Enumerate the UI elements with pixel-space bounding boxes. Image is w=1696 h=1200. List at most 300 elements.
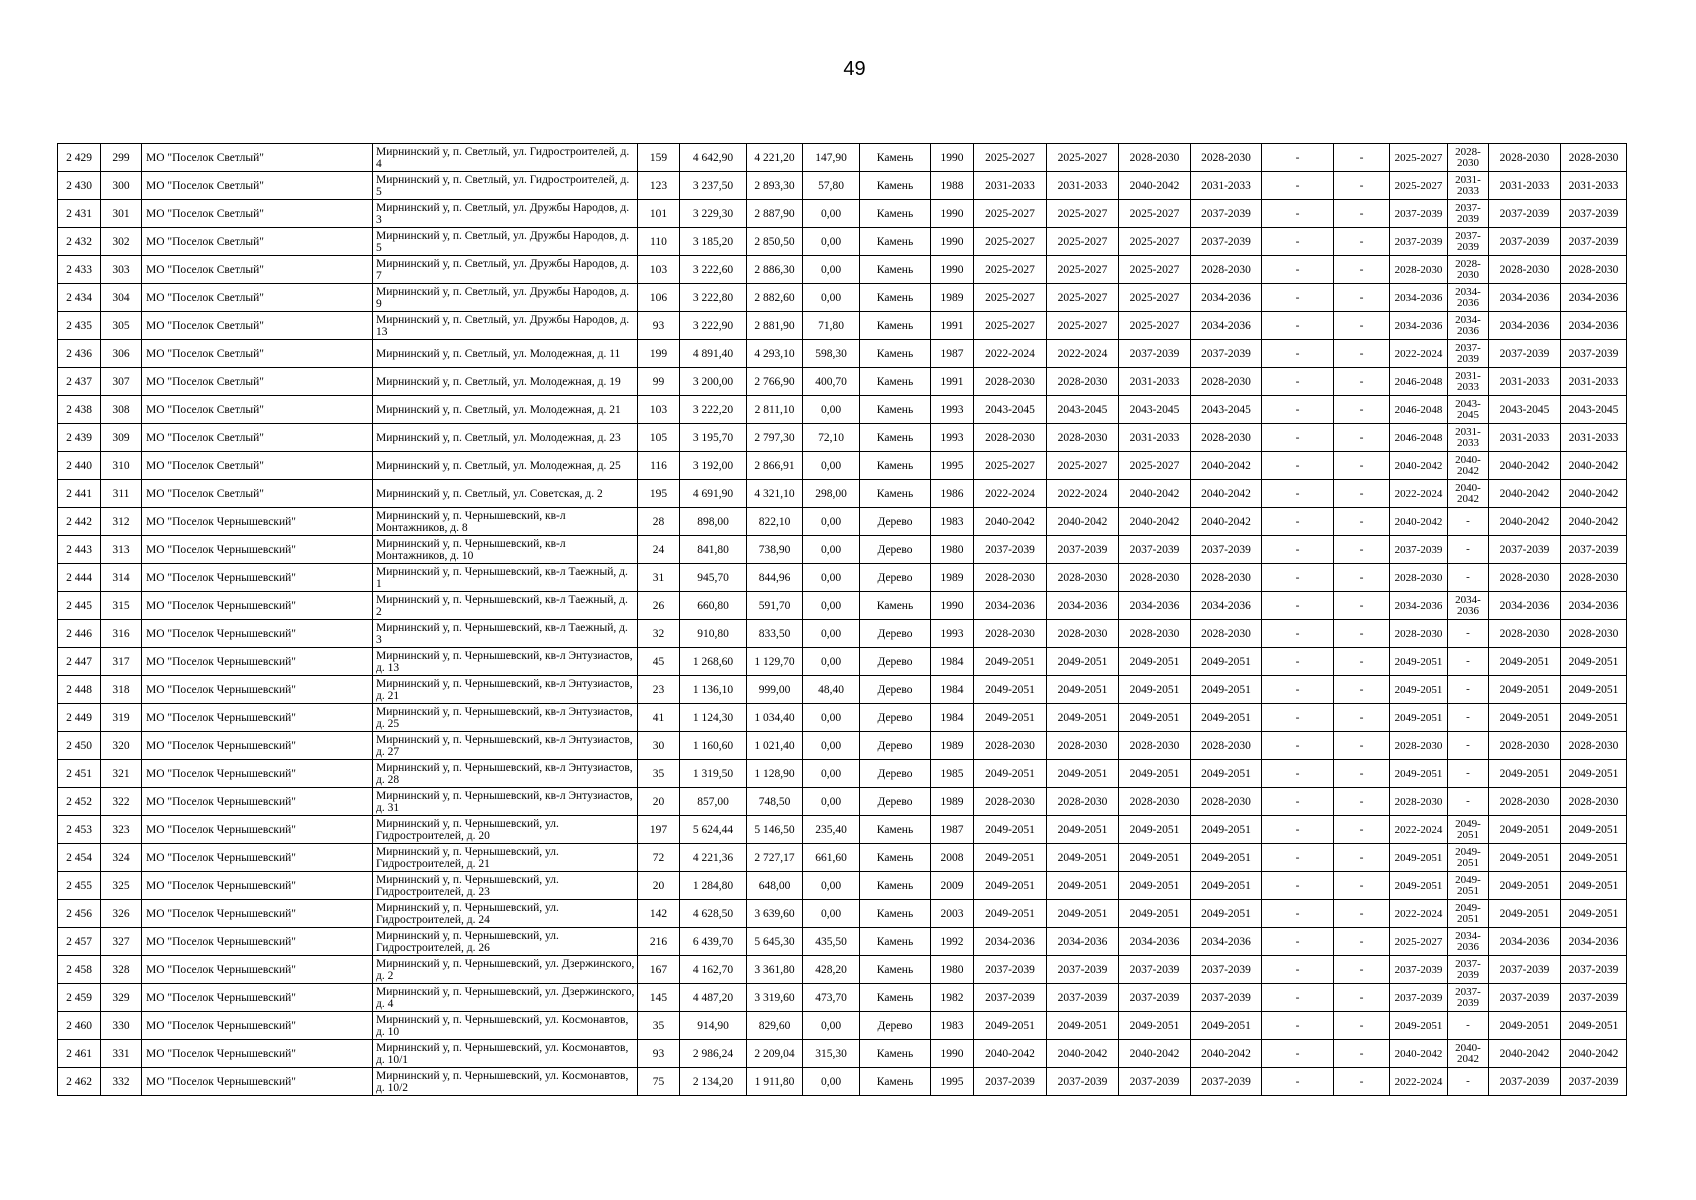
cell-period-4: 2049-2051	[1191, 816, 1262, 844]
cell-period-5: -	[1262, 508, 1334, 536]
cell-wall-material: Дерево	[860, 508, 931, 536]
cell-period-7: 2049-2051	[1390, 760, 1448, 788]
cell-house-number: 327	[101, 928, 142, 956]
cell-period-10: 2049-2051	[1561, 760, 1627, 788]
cell-wall-material: Дерево	[860, 676, 931, 704]
cell-period-6: -	[1334, 844, 1390, 872]
cell-period-1: 2025-2027	[974, 144, 1047, 172]
cell-row-number: 2 447	[58, 648, 101, 676]
table-row	[58, 536, 1627, 564]
cell-period-8: 2049-2051	[1448, 900, 1489, 928]
cell-period-8: 2031-2033	[1448, 424, 1489, 452]
cell-period-10: 2037-2039	[1561, 340, 1627, 368]
cell-period-10: 2034-2036	[1561, 312, 1627, 340]
cell-period-8: 2037-2039	[1448, 200, 1489, 228]
cell-period-9: 2028-2030	[1489, 256, 1561, 284]
cell-build-year: 1987	[931, 816, 974, 844]
cell-period-7: 2025-2027	[1390, 144, 1448, 172]
cell-period-5: -	[1262, 676, 1334, 704]
cell-period-7: 2022-2024	[1390, 340, 1448, 368]
cell-build-year: 1982	[931, 984, 974, 1012]
cell-period-10: 2037-2039	[1561, 536, 1627, 564]
cell-period-5: -	[1262, 984, 1334, 1012]
cell-residents: 35	[638, 1012, 680, 1040]
cell-period-6: -	[1334, 424, 1390, 452]
cell-residents: 101	[638, 200, 680, 228]
cell-period-4: 2049-2051	[1191, 844, 1262, 872]
cell-living-area: 2 811,10	[747, 396, 803, 424]
cell-living-area: 2 881,90	[747, 312, 803, 340]
cell-row-number: 2 450	[58, 732, 101, 760]
cell-municipality: МО "Поселок Чернышевский"	[142, 872, 373, 900]
cell-nonresidential-area: 0,00	[803, 732, 860, 760]
cell-period-2: 2040-2042	[1047, 508, 1119, 536]
cell-row-number: 2 449	[58, 704, 101, 732]
cell-nonresidential-area: 435,50	[803, 928, 860, 956]
cell-nonresidential-area: 71,80	[803, 312, 860, 340]
cell-living-area: 748,50	[747, 788, 803, 816]
cell-address: Мирнинский у, п. Чернышевский, ул. Гидростроителей, д. 23	[373, 872, 638, 900]
cell-period-1: 2037-2039	[974, 536, 1047, 564]
cell-period-8: 2037-2039	[1448, 228, 1489, 256]
cell-build-year: 2009	[931, 872, 974, 900]
cell-nonresidential-area: 0,00	[803, 648, 860, 676]
cell-period-6: -	[1334, 508, 1390, 536]
cell-period-1: 2028-2030	[974, 732, 1047, 760]
cell-period-6: -	[1334, 396, 1390, 424]
cell-house-number: 332	[101, 1068, 142, 1096]
cell-period-2: 2022-2024	[1047, 340, 1119, 368]
cell-period-1: 2040-2042	[974, 1040, 1047, 1068]
cell-municipality: МО "Поселок Светлый"	[142, 200, 373, 228]
cell-build-year: 1992	[931, 928, 974, 956]
cell-period-2: 2049-2051	[1047, 844, 1119, 872]
cell-living-area: 822,10	[747, 508, 803, 536]
cell-living-area: 2 766,90	[747, 368, 803, 396]
cell-build-year: 1987	[931, 340, 974, 368]
cell-house-number: 306	[101, 340, 142, 368]
cell-period-2: 2028-2030	[1047, 368, 1119, 396]
cell-period-6: -	[1334, 256, 1390, 284]
cell-total-area: 3 222,80	[680, 284, 747, 312]
cell-period-4: 2049-2051	[1191, 1012, 1262, 1040]
cell-period-7: 2034-2036	[1390, 312, 1448, 340]
cell-municipality: МО "Поселок Светлый"	[142, 424, 373, 452]
cell-total-area: 1 268,60	[680, 648, 747, 676]
cell-period-10: 2031-2033	[1561, 172, 1627, 200]
cell-period-5: -	[1262, 256, 1334, 284]
cell-period-3: 2043-2045	[1119, 396, 1191, 424]
cell-period-1: 2049-2051	[974, 872, 1047, 900]
cell-period-6: -	[1334, 872, 1390, 900]
cell-house-number: 324	[101, 844, 142, 872]
cell-period-8: 2043-2045	[1448, 396, 1489, 424]
cell-living-area: 2 727,17	[747, 844, 803, 872]
cell-build-year: 1993	[931, 396, 974, 424]
cell-residents: 20	[638, 788, 680, 816]
table-row	[58, 984, 1627, 1012]
cell-period-5: -	[1262, 144, 1334, 172]
cell-municipality: МО "Поселок Чернышевский"	[142, 592, 373, 620]
cell-residents: 145	[638, 984, 680, 1012]
cell-residents: 197	[638, 816, 680, 844]
cell-period-2: 2049-2051	[1047, 648, 1119, 676]
cell-period-3: 2040-2042	[1119, 508, 1191, 536]
cell-address: Мирнинский у, п. Светлый, ул. Гидростроителей, д. 5	[373, 172, 638, 200]
cell-period-3: 2028-2030	[1119, 788, 1191, 816]
cell-period-4: 2040-2042	[1191, 508, 1262, 536]
cell-period-1: 2028-2030	[974, 620, 1047, 648]
cell-nonresidential-area: 147,90	[803, 144, 860, 172]
cell-living-area: 591,70	[747, 592, 803, 620]
cell-period-1: 2025-2027	[974, 256, 1047, 284]
cell-period-7: 2046-2048	[1390, 396, 1448, 424]
cell-period-3: 2037-2039	[1119, 984, 1191, 1012]
cell-living-area: 844,96	[747, 564, 803, 592]
cell-build-year: 1984	[931, 676, 974, 704]
cell-period-2: 2043-2045	[1047, 396, 1119, 424]
cell-living-area: 1 034,40	[747, 704, 803, 732]
cell-period-4: 2028-2030	[1191, 144, 1262, 172]
cell-living-area: 648,00	[747, 872, 803, 900]
cell-nonresidential-area: 72,10	[803, 424, 860, 452]
cell-living-area: 1 021,40	[747, 732, 803, 760]
cell-address: Мирнинский у, п. Чернышевский, кв-л Энтузиастов, д. 28	[373, 760, 638, 788]
cell-address: Мирнинский у, п. Чернышевский, кв-л Энтузиастов, д. 13	[373, 648, 638, 676]
cell-row-number: 2 455	[58, 872, 101, 900]
cell-period-1: 2022-2024	[974, 480, 1047, 508]
cell-build-year: 1983	[931, 1012, 974, 1040]
cell-period-5: -	[1262, 816, 1334, 844]
cell-house-number: 300	[101, 172, 142, 200]
cell-period-4: 2034-2036	[1191, 928, 1262, 956]
cell-period-5: -	[1262, 172, 1334, 200]
cell-period-3: 2049-2051	[1119, 844, 1191, 872]
cell-nonresidential-area: 473,70	[803, 984, 860, 1012]
cell-period-9: 2037-2039	[1489, 984, 1561, 1012]
cell-period-7: 2025-2027	[1390, 928, 1448, 956]
table-row	[58, 452, 1627, 480]
cell-wall-material: Камень	[860, 228, 931, 256]
cell-house-number: 310	[101, 452, 142, 480]
cell-period-10: 2028-2030	[1561, 732, 1627, 760]
cell-wall-material: Камень	[860, 816, 931, 844]
cell-wall-material: Камень	[860, 424, 931, 452]
cell-address: Мирнинский у, п. Чернышевский, кв-л Энтузиастов, д. 21	[373, 676, 638, 704]
cell-period-9: 2049-2051	[1489, 760, 1561, 788]
cell-period-1: 2025-2027	[974, 200, 1047, 228]
cell-period-5: -	[1262, 872, 1334, 900]
cell-period-10: 2049-2051	[1561, 704, 1627, 732]
cell-period-4: 2037-2039	[1191, 956, 1262, 984]
cell-total-area: 910,80	[680, 620, 747, 648]
cell-period-6: -	[1334, 228, 1390, 256]
cell-period-9: 2037-2039	[1489, 228, 1561, 256]
cell-period-9: 2028-2030	[1489, 564, 1561, 592]
cell-build-year: 1988	[931, 172, 974, 200]
cell-house-number: 322	[101, 788, 142, 816]
cell-period-8: 2028-2030	[1448, 144, 1489, 172]
cell-period-10: 2037-2039	[1561, 956, 1627, 984]
cell-address: Мирнинский у, п. Чернышевский, кв-л Таежный, д. 1	[373, 564, 638, 592]
cell-period-1: 2037-2039	[974, 984, 1047, 1012]
cell-house-number: 309	[101, 424, 142, 452]
cell-residents: 159	[638, 144, 680, 172]
cell-residents: 41	[638, 704, 680, 732]
cell-row-number: 2 441	[58, 480, 101, 508]
cell-row-number: 2 430	[58, 172, 101, 200]
cell-period-4: 2049-2051	[1191, 704, 1262, 732]
cell-row-number: 2 440	[58, 452, 101, 480]
cell-row-number: 2 451	[58, 760, 101, 788]
cell-period-4: 2034-2036	[1191, 284, 1262, 312]
cell-total-area: 1 124,30	[680, 704, 747, 732]
cell-address: Мирнинский у, п. Чернышевский, кв-л Монтажников, д. 10	[373, 536, 638, 564]
cell-wall-material: Камень	[860, 900, 931, 928]
cell-house-number: 307	[101, 368, 142, 396]
cell-nonresidential-area: 0,00	[803, 256, 860, 284]
cell-total-area: 4 691,90	[680, 480, 747, 508]
cell-nonresidential-area: 0,00	[803, 536, 860, 564]
cell-total-area: 3 192,00	[680, 452, 747, 480]
cell-nonresidential-area: 48,40	[803, 676, 860, 704]
cell-period-6: -	[1334, 1068, 1390, 1096]
cell-period-2: 2025-2027	[1047, 144, 1119, 172]
cell-living-area: 2 893,30	[747, 172, 803, 200]
cell-period-5: -	[1262, 536, 1334, 564]
cell-wall-material: Камень	[860, 928, 931, 956]
cell-address: Мирнинский у, п. Светлый, ул. Гидростроителей, д. 4	[373, 144, 638, 172]
cell-wall-material: Камень	[860, 284, 931, 312]
cell-period-10: 2034-2036	[1561, 928, 1627, 956]
cell-address: Мирнинский у, п. Светлый, ул. Молодежная, д. 21	[373, 396, 638, 424]
cell-total-area: 6 439,70	[680, 928, 747, 956]
cell-period-8: -	[1448, 676, 1489, 704]
cell-house-number: 315	[101, 592, 142, 620]
cell-wall-material: Дерево	[860, 788, 931, 816]
cell-house-number: 301	[101, 200, 142, 228]
cell-nonresidential-area: 0,00	[803, 592, 860, 620]
cell-living-area: 2 887,90	[747, 200, 803, 228]
cell-living-area: 2 882,60	[747, 284, 803, 312]
cell-period-1: 2037-2039	[974, 1068, 1047, 1096]
cell-period-3: 2025-2027	[1119, 228, 1191, 256]
cell-residents: 167	[638, 956, 680, 984]
cell-period-10: 2037-2039	[1561, 984, 1627, 1012]
cell-period-4: 2037-2039	[1191, 984, 1262, 1012]
cell-period-1: 2049-2051	[974, 760, 1047, 788]
cell-total-area: 1 284,80	[680, 872, 747, 900]
cell-municipality: МО "Поселок Светлый"	[142, 228, 373, 256]
cell-period-8: 2049-2051	[1448, 872, 1489, 900]
cell-period-3: 2031-2033	[1119, 424, 1191, 452]
cell-house-number: 325	[101, 872, 142, 900]
cell-period-6: -	[1334, 648, 1390, 676]
cell-row-number: 2 461	[58, 1040, 101, 1068]
cell-period-5: -	[1262, 704, 1334, 732]
cell-period-3: 2025-2027	[1119, 312, 1191, 340]
cell-build-year: 1993	[931, 424, 974, 452]
cell-period-3: 2028-2030	[1119, 144, 1191, 172]
cell-living-area: 2 866,91	[747, 452, 803, 480]
table-row	[58, 564, 1627, 592]
cell-row-number: 2 446	[58, 620, 101, 648]
cell-house-number: 302	[101, 228, 142, 256]
cell-period-9: 2049-2051	[1489, 816, 1561, 844]
cell-period-5: -	[1262, 844, 1334, 872]
cell-wall-material: Камень	[860, 480, 931, 508]
cell-municipality: МО "Поселок Чернышевский"	[142, 1040, 373, 1068]
cell-total-area: 3 200,00	[680, 368, 747, 396]
cell-period-1: 2037-2039	[974, 956, 1047, 984]
cell-period-9: 2028-2030	[1489, 788, 1561, 816]
cell-nonresidential-area: 0,00	[803, 284, 860, 312]
cell-period-9: 2031-2033	[1489, 424, 1561, 452]
table-row	[58, 144, 1627, 172]
cell-period-5: -	[1262, 788, 1334, 816]
cell-address: Мирнинский у, п. Чернышевский, ул. Космонавтов, д. 10/1	[373, 1040, 638, 1068]
cell-house-number: 313	[101, 536, 142, 564]
cell-total-area: 2 134,20	[680, 1068, 747, 1096]
cell-period-8: 2034-2036	[1448, 928, 1489, 956]
cell-period-5: -	[1262, 312, 1334, 340]
cell-period-6: -	[1334, 984, 1390, 1012]
cell-period-10: 2028-2030	[1561, 788, 1627, 816]
cell-period-5: -	[1262, 480, 1334, 508]
cell-residents: 216	[638, 928, 680, 956]
cell-period-10: 2034-2036	[1561, 592, 1627, 620]
cell-nonresidential-area: 235,40	[803, 816, 860, 844]
cell-period-2: 2028-2030	[1047, 564, 1119, 592]
cell-period-5: -	[1262, 620, 1334, 648]
cell-address: Мирнинский у, п. Чернышевский, ул. Гидростроителей, д. 20	[373, 816, 638, 844]
cell-period-8: -	[1448, 760, 1489, 788]
cell-period-10: 2040-2042	[1561, 1040, 1627, 1068]
cell-period-3: 2049-2051	[1119, 676, 1191, 704]
cell-period-4: 2037-2039	[1191, 228, 1262, 256]
cell-nonresidential-area: 0,00	[803, 1068, 860, 1096]
cell-municipality: МО "Поселок Светлый"	[142, 284, 373, 312]
cell-address: Мирнинский у, п. Светлый, ул. Молодежная, д. 11	[373, 340, 638, 368]
cell-period-10: 2028-2030	[1561, 144, 1627, 172]
cell-period-3: 2025-2027	[1119, 452, 1191, 480]
cell-build-year: 1984	[931, 704, 974, 732]
cell-period-1: 2049-2051	[974, 676, 1047, 704]
cell-period-7: 2049-2051	[1390, 872, 1448, 900]
cell-period-8: 2037-2039	[1448, 956, 1489, 984]
cell-row-number: 2 435	[58, 312, 101, 340]
cell-wall-material: Дерево	[860, 620, 931, 648]
cell-row-number: 2 458	[58, 956, 101, 984]
cell-municipality: МО "Поселок Светлый"	[142, 396, 373, 424]
cell-period-4: 2049-2051	[1191, 676, 1262, 704]
cell-living-area: 2 209,04	[747, 1040, 803, 1068]
cell-house-number: 314	[101, 564, 142, 592]
cell-wall-material: Камень	[860, 844, 931, 872]
cell-period-10: 2049-2051	[1561, 816, 1627, 844]
cell-total-area: 1 319,50	[680, 760, 747, 788]
cell-period-2: 2028-2030	[1047, 424, 1119, 452]
cell-period-1: 2049-2051	[974, 648, 1047, 676]
cell-living-area: 4 321,10	[747, 480, 803, 508]
cell-nonresidential-area: 0,00	[803, 452, 860, 480]
table-row	[58, 480, 1627, 508]
cell-period-3: 2028-2030	[1119, 564, 1191, 592]
cell-period-8: 2040-2042	[1448, 480, 1489, 508]
cell-municipality: МО "Поселок Чернышевский"	[142, 620, 373, 648]
cell-period-7: 2028-2030	[1390, 620, 1448, 648]
cell-period-2: 2049-2051	[1047, 1012, 1119, 1040]
cell-period-3: 2040-2042	[1119, 172, 1191, 200]
cell-period-6: -	[1334, 480, 1390, 508]
cell-wall-material: Камень	[860, 396, 931, 424]
cell-municipality: МО "Поселок Чернышевский"	[142, 508, 373, 536]
cell-address: Мирнинский у, п. Чернышевский, ул. Космонавтов, д. 10/2	[373, 1068, 638, 1096]
cell-period-3: 2034-2036	[1119, 928, 1191, 956]
cell-period-3: 2040-2042	[1119, 480, 1191, 508]
cell-period-5: -	[1262, 760, 1334, 788]
cell-wall-material: Дерево	[860, 564, 931, 592]
cell-living-area: 3 361,80	[747, 956, 803, 984]
cell-period-4: 2037-2039	[1191, 340, 1262, 368]
cell-period-7: 2028-2030	[1390, 788, 1448, 816]
cell-address: Мирнинский у, п. Светлый, ул. Дружбы Народов, д. 9	[373, 284, 638, 312]
cell-period-9: 2034-2036	[1489, 928, 1561, 956]
cell-municipality: МО "Поселок Чернышевский"	[142, 704, 373, 732]
cell-wall-material: Дерево	[860, 704, 931, 732]
cell-address: Мирнинский у, п. Светлый, ул. Дружбы Народов, д. 3	[373, 200, 638, 228]
cell-period-5: -	[1262, 424, 1334, 452]
cell-row-number: 2 433	[58, 256, 101, 284]
cell-living-area: 5 645,30	[747, 928, 803, 956]
cell-build-year: 2008	[931, 844, 974, 872]
cell-living-area: 1 129,70	[747, 648, 803, 676]
cell-total-area: 4 487,20	[680, 984, 747, 1012]
cell-row-number: 2 453	[58, 816, 101, 844]
cell-wall-material: Дерево	[860, 760, 931, 788]
cell-period-10: 2040-2042	[1561, 508, 1627, 536]
cell-wall-material: Дерево	[860, 1012, 931, 1040]
cell-wall-material: Дерево	[860, 536, 931, 564]
cell-period-8: -	[1448, 508, 1489, 536]
cell-nonresidential-area: 0,00	[803, 704, 860, 732]
cell-house-number: 331	[101, 1040, 142, 1068]
cell-nonresidential-area: 0,00	[803, 872, 860, 900]
cell-period-6: -	[1334, 368, 1390, 396]
cell-period-10: 2040-2042	[1561, 452, 1627, 480]
cell-period-6: -	[1334, 592, 1390, 620]
cell-wall-material: Камень	[860, 592, 931, 620]
cell-period-4: 2043-2045	[1191, 396, 1262, 424]
cell-period-9: 2028-2030	[1489, 144, 1561, 172]
cell-period-2: 2049-2051	[1047, 900, 1119, 928]
cell-period-1: 2040-2042	[974, 508, 1047, 536]
cell-wall-material: Камень	[860, 872, 931, 900]
cell-row-number: 2 444	[58, 564, 101, 592]
cell-period-7: 2049-2051	[1390, 1012, 1448, 1040]
cell-nonresidential-area: 0,00	[803, 396, 860, 424]
cell-period-3: 2049-2051	[1119, 900, 1191, 928]
cell-row-number: 2 434	[58, 284, 101, 312]
cell-living-area: 1 128,90	[747, 760, 803, 788]
cell-municipality: МО "Поселок Светлый"	[142, 452, 373, 480]
cell-house-number: 312	[101, 508, 142, 536]
cell-period-1: 2043-2045	[974, 396, 1047, 424]
cell-period-4: 2034-2036	[1191, 312, 1262, 340]
cell-total-area: 841,80	[680, 536, 747, 564]
cell-build-year: 2003	[931, 900, 974, 928]
cell-period-3: 2025-2027	[1119, 256, 1191, 284]
